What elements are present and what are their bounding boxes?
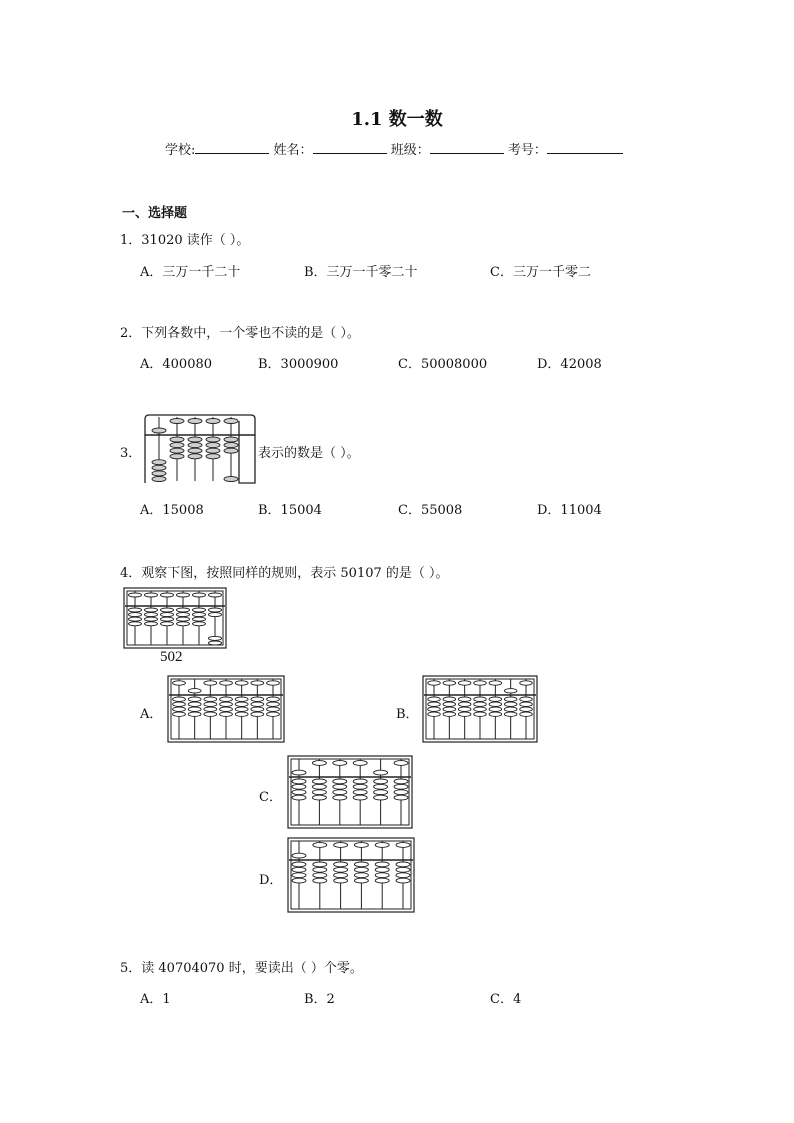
abacus-lower-bead — [235, 707, 248, 711]
abacus-example-figure — [123, 587, 227, 649]
question-stem: 观察下图，按照同样的规则，表示 50107 的是（ ）。 — [141, 566, 449, 581]
abacus-lower-bead — [206, 437, 220, 442]
abacus-lower-bead — [188, 707, 201, 711]
abacus-lower-bead — [334, 873, 348, 878]
abacus-upper-bead — [313, 843, 327, 848]
abacus-lower-bead — [520, 697, 533, 701]
abacus-lower-bead — [520, 702, 533, 706]
abacus-lower-bead — [292, 867, 306, 872]
abacus-lower-bead — [173, 697, 186, 701]
abacus-lower-bead — [144, 617, 157, 621]
abacus-lower-bead — [312, 779, 326, 784]
abacus-upper-bead — [374, 770, 388, 775]
abacus-lower-bead — [160, 613, 173, 617]
abacus-upper-bead — [375, 843, 389, 848]
exam-number-field[interactable] — [547, 139, 623, 154]
abacus-upper-bead — [504, 689, 517, 693]
abacus-lower-bead — [224, 437, 238, 442]
abacus-lower-bead — [504, 707, 517, 711]
abacus-lower-bead — [220, 702, 233, 706]
abacus-lower-bead — [173, 712, 186, 716]
abacus-lower-bead — [474, 697, 487, 701]
abacus-upper-bead — [251, 681, 264, 685]
abacus-lower-bead — [188, 437, 202, 442]
abacus-upper-bead — [353, 761, 367, 766]
abacus-lower-bead — [396, 878, 410, 883]
abacus-upper-bead — [489, 681, 502, 685]
abacus-lower-bead — [489, 707, 502, 711]
name-label: 姓名： — [273, 143, 313, 158]
student-info-line — [165, 139, 623, 158]
abacus-lower-bead — [292, 790, 306, 795]
abacus-lower-bead — [458, 712, 471, 716]
abacus-upper-bead — [334, 843, 348, 848]
question-stem: 读 40704070 时，要读出（ ）个零。 — [141, 961, 363, 976]
abacus-lower-bead — [176, 613, 189, 617]
abacus-lower-bead — [353, 784, 367, 789]
abacus-lower-bead — [396, 862, 410, 867]
abacus-lower-bead — [160, 617, 173, 621]
abacus-lower-bead — [267, 702, 280, 706]
abacus-lower-bead — [188, 697, 201, 701]
abacus-lower-bead — [235, 712, 248, 716]
abacus-lower-bead — [188, 443, 202, 448]
abacus-lower-bead — [353, 795, 367, 800]
abacus-lower-bead — [208, 613, 221, 617]
abacus-lower-bead — [176, 617, 189, 621]
abacus-upper-bead — [188, 419, 202, 424]
abacus-upper-bead — [394, 761, 408, 766]
abacus-lower-bead — [312, 795, 326, 800]
abacus-upper-bead — [208, 593, 221, 597]
abacus-lower-bead — [204, 697, 217, 701]
abacus-lower-bead — [292, 779, 306, 784]
abacus-lower-bead — [188, 454, 202, 459]
abacus-lower-bead — [128, 622, 141, 626]
abacus-lower-bead — [224, 443, 238, 448]
abacus-lower-bead — [204, 707, 217, 711]
abacus-lower-bead — [458, 702, 471, 706]
page-title: 1.1 数一数 — [351, 109, 443, 130]
q4-option-c[interactable]: C． — [259, 790, 282, 805]
question-number: 2． — [120, 326, 142, 341]
abacus-lower-bead — [128, 613, 141, 617]
abacus-lower-bead — [353, 790, 367, 795]
abacus-lower-bead — [394, 795, 408, 800]
abacus-lower-bead — [251, 707, 264, 711]
abacus-option-b[interactable] — [422, 675, 538, 743]
abacus-lower-bead — [128, 617, 141, 621]
abacus-lower-bead — [443, 712, 456, 716]
abacus-frame-inner — [291, 759, 409, 825]
abacus-lower-bead — [354, 873, 368, 878]
abacus-lower-bead — [489, 702, 502, 706]
abacus-lower-bead — [520, 707, 533, 711]
abacus-lower-bead — [188, 448, 202, 453]
abacus-lower-bead — [354, 862, 368, 867]
abacus-frame-inner — [291, 841, 411, 909]
abacus-lower-bead — [204, 702, 217, 706]
abacus-lower-bead — [235, 702, 248, 706]
abacus-lower-bead — [394, 790, 408, 795]
q4-option-d[interactable]: D． — [259, 873, 283, 888]
abacus-lower-bead — [224, 477, 238, 482]
abacus-lower-bead — [188, 712, 201, 716]
abacus-lower-bead — [333, 779, 347, 784]
question-stem: 31020 读作（ ）。 — [141, 233, 250, 248]
abacus-lower-bead — [251, 697, 264, 701]
section-title: 一、选择题 — [122, 206, 188, 221]
q1-option-a[interactable]: A．三万一千二十 — [140, 265, 241, 280]
abacus-lower-bead — [443, 707, 456, 711]
abacus-option-d[interactable] — [287, 837, 415, 913]
abacus-lower-bead — [354, 878, 368, 883]
abacus-upper-bead — [428, 681, 441, 685]
abacus-lower-bead — [192, 617, 205, 621]
abacus-upper-bead — [292, 770, 306, 775]
abacus-option-a[interactable] — [167, 675, 285, 743]
abacus-upper-bead — [128, 593, 141, 597]
abacus-lower-bead — [144, 613, 157, 617]
abacus-lower-bead — [206, 448, 220, 453]
abacus-upper-bead — [224, 419, 238, 424]
abacus-lower-bead — [353, 779, 367, 784]
abacus-upper-bead — [192, 593, 205, 597]
q5-option-b[interactable]: B．2 — [304, 992, 335, 1007]
abacus-frame — [288, 838, 414, 912]
abacus-lower-bead — [375, 873, 389, 878]
q1-option-c[interactable]: C．三万一千零二 — [490, 265, 591, 280]
abacus-lower-bead — [170, 437, 184, 442]
abacus-lower-bead — [375, 878, 389, 883]
abacus-lower-bead — [396, 873, 410, 878]
abacus-lower-bead — [235, 697, 248, 701]
abacus-lower-bead — [206, 454, 220, 459]
abacus-lower-bead — [489, 697, 502, 701]
question-5 — [120, 957, 363, 976]
question-4 — [120, 562, 449, 581]
abacus-upper-bead — [152, 428, 166, 433]
question-3-stem: 表示的数是（ ）。 — [258, 446, 360, 461]
abacus-lower-bead — [333, 790, 347, 795]
q4-option-b[interactable]: B． — [396, 707, 419, 722]
abacus-upper-bead — [176, 593, 189, 597]
abacus-lower-bead — [374, 784, 388, 789]
abacus-upper-bead — [173, 681, 186, 685]
abacus-lower-bead — [428, 707, 441, 711]
abacus-upper-bead — [170, 419, 184, 424]
abacus-lower-bead — [292, 784, 306, 789]
abacus-lower-bead — [170, 448, 184, 453]
school-field[interactable] — [195, 139, 269, 154]
abacus-lower-bead — [375, 862, 389, 867]
q2-option-b[interactable]: B．3000900 — [258, 357, 339, 372]
abacus-lower-bead — [334, 862, 348, 867]
question-number: 4． — [120, 566, 142, 581]
abacus-lower-bead — [170, 443, 184, 448]
abacus-lower-bead — [396, 867, 410, 872]
name-field[interactable] — [313, 139, 387, 154]
question-number: 5． — [120, 961, 142, 976]
q3-option-d[interactable]: D．11004 — [537, 503, 602, 518]
abacus-lower-bead — [443, 702, 456, 706]
abacus-upper-bead — [396, 843, 410, 848]
abacus-lower-bead — [374, 790, 388, 795]
abacus-lower-bead — [354, 867, 368, 872]
abacus-lower-bead — [428, 712, 441, 716]
q5-option-c[interactable]: C．4 — [490, 992, 522, 1007]
abacus-lower-bead — [334, 867, 348, 872]
abacus-lower-bead — [220, 707, 233, 711]
abacus-lower-bead — [375, 867, 389, 872]
abacus-upper-bead — [160, 593, 173, 597]
abacus-upper-bead — [443, 681, 456, 685]
abacus-lower-bead — [152, 460, 166, 465]
abacus-lower-bead — [443, 697, 456, 701]
abacus-lower-bead — [394, 779, 408, 784]
q1-option-b[interactable]: B．三万一千零二十 — [304, 265, 418, 280]
abacus-lower-bead — [458, 697, 471, 701]
abacus-lower-bead — [428, 697, 441, 701]
abacus-lower-bead — [128, 608, 141, 612]
abacus-lower-bead — [292, 862, 306, 867]
abacus-lower-bead — [313, 878, 327, 883]
abacus-upper-bead — [458, 681, 471, 685]
abacus-lower-bead — [333, 795, 347, 800]
abacus-lower-bead — [267, 697, 280, 701]
abacus-lower-bead — [173, 702, 186, 706]
abacus-lower-bead — [267, 712, 280, 716]
abacus-upper-bead — [333, 761, 347, 766]
q3-option-b[interactable]: B．15004 — [258, 503, 322, 518]
class-field[interactable] — [430, 139, 504, 154]
abacus-lower-bead — [504, 697, 517, 701]
abacus-option-c[interactable] — [287, 755, 413, 829]
abacus-lower-bead — [220, 697, 233, 701]
abacus-lower-bead — [206, 443, 220, 448]
abacus-lower-bead — [208, 636, 221, 640]
abacus-lower-bead — [504, 702, 517, 706]
example-caption: 502 — [160, 649, 183, 665]
abacus-lower-bead — [394, 784, 408, 789]
abacus-lower-bead — [152, 471, 166, 476]
abacus-lower-bead — [192, 613, 205, 617]
abacus-lower-bead — [474, 702, 487, 706]
abacus-lower-bead — [208, 641, 221, 645]
abacus-lower-bead — [188, 702, 201, 706]
abacus-lower-bead — [224, 448, 238, 453]
abacus-lower-bead — [192, 622, 205, 626]
abacus-upper-bead — [520, 681, 533, 685]
abacus-lower-bead — [474, 712, 487, 716]
abacus-lower-bead — [312, 790, 326, 795]
abacus-lower-bead — [292, 795, 306, 800]
abacus-lower-bead — [144, 608, 157, 612]
q5-option-a[interactable]: A．1 — [140, 992, 171, 1007]
abacus-lower-bead — [292, 878, 306, 883]
abacus-upper-bead — [188, 689, 201, 693]
class-label: 班级： — [390, 143, 430, 158]
abacus-lower-bead — [267, 707, 280, 711]
abacus-upper-bead — [474, 681, 487, 685]
exam-number-label: 考号： — [507, 143, 547, 158]
q3-option-c[interactable]: C．55008 — [398, 503, 463, 518]
abacus-lower-bead — [333, 784, 347, 789]
abacus-q3-figure — [143, 413, 257, 485]
abacus-lower-bead — [504, 712, 517, 716]
abacus-lower-bead — [458, 707, 471, 711]
abacus-lower-bead — [374, 779, 388, 784]
abacus-lower-bead — [313, 862, 327, 867]
question-3-number: 3． — [120, 446, 142, 461]
question-stem: 下列各数中，一个零也不读的是（ ）。 — [141, 326, 360, 341]
abacus-lower-bead — [489, 712, 502, 716]
abacus-lower-bead — [374, 795, 388, 800]
q2-option-d[interactable]: D．42008 — [537, 357, 602, 372]
abacus-lower-bead — [152, 477, 166, 482]
abacus-upper-bead — [220, 681, 233, 685]
school-label: 学校: — [165, 143, 196, 158]
abacus-upper-bead — [292, 853, 306, 858]
abacus-lower-bead — [220, 712, 233, 716]
abacus-lower-bead — [170, 454, 184, 459]
abacus-lower-bead — [334, 878, 348, 883]
abacus-lower-bead — [208, 608, 221, 612]
abacus-lower-bead — [173, 707, 186, 711]
abacus-lower-bead — [144, 622, 157, 626]
abacus-lower-bead — [204, 712, 217, 716]
abacus-lower-bead — [428, 702, 441, 706]
abacus-upper-bead — [267, 681, 280, 685]
abacus-lower-bead — [176, 608, 189, 612]
q4-option-a[interactable]: A． — [140, 707, 163, 722]
abacus-lower-bead — [176, 622, 189, 626]
abacus-frame — [288, 756, 412, 828]
abacus-lower-bead — [192, 608, 205, 612]
question-number: 1． — [120, 233, 142, 248]
q2-option-a[interactable]: A．400080 — [140, 357, 213, 372]
abacus-upper-bead — [204, 681, 217, 685]
abacus-lower-bead — [251, 702, 264, 706]
q3-option-a[interactable]: A．15008 — [140, 503, 204, 518]
abacus-lower-bead — [152, 465, 166, 470]
abacus-upper-bead — [206, 419, 220, 424]
abacus-upper-bead — [235, 681, 248, 685]
abacus-upper-bead — [144, 593, 157, 597]
question-1 — [120, 229, 249, 248]
abacus-upper-bead — [354, 843, 368, 848]
abacus-lower-bead — [160, 608, 173, 612]
abacus-lower-bead — [160, 622, 173, 626]
abacus-lower-bead — [312, 784, 326, 789]
q2-option-c[interactable]: C．50008000 — [398, 357, 488, 372]
abacus-lower-bead — [313, 867, 327, 872]
question-2 — [120, 322, 360, 341]
abacus-lower-bead — [474, 707, 487, 711]
abacus-lower-bead — [520, 712, 533, 716]
abacus-upper-bead — [312, 761, 326, 766]
abacus-lower-bead — [292, 873, 306, 878]
abacus-lower-bead — [313, 873, 327, 878]
abacus-lower-bead — [251, 712, 264, 716]
